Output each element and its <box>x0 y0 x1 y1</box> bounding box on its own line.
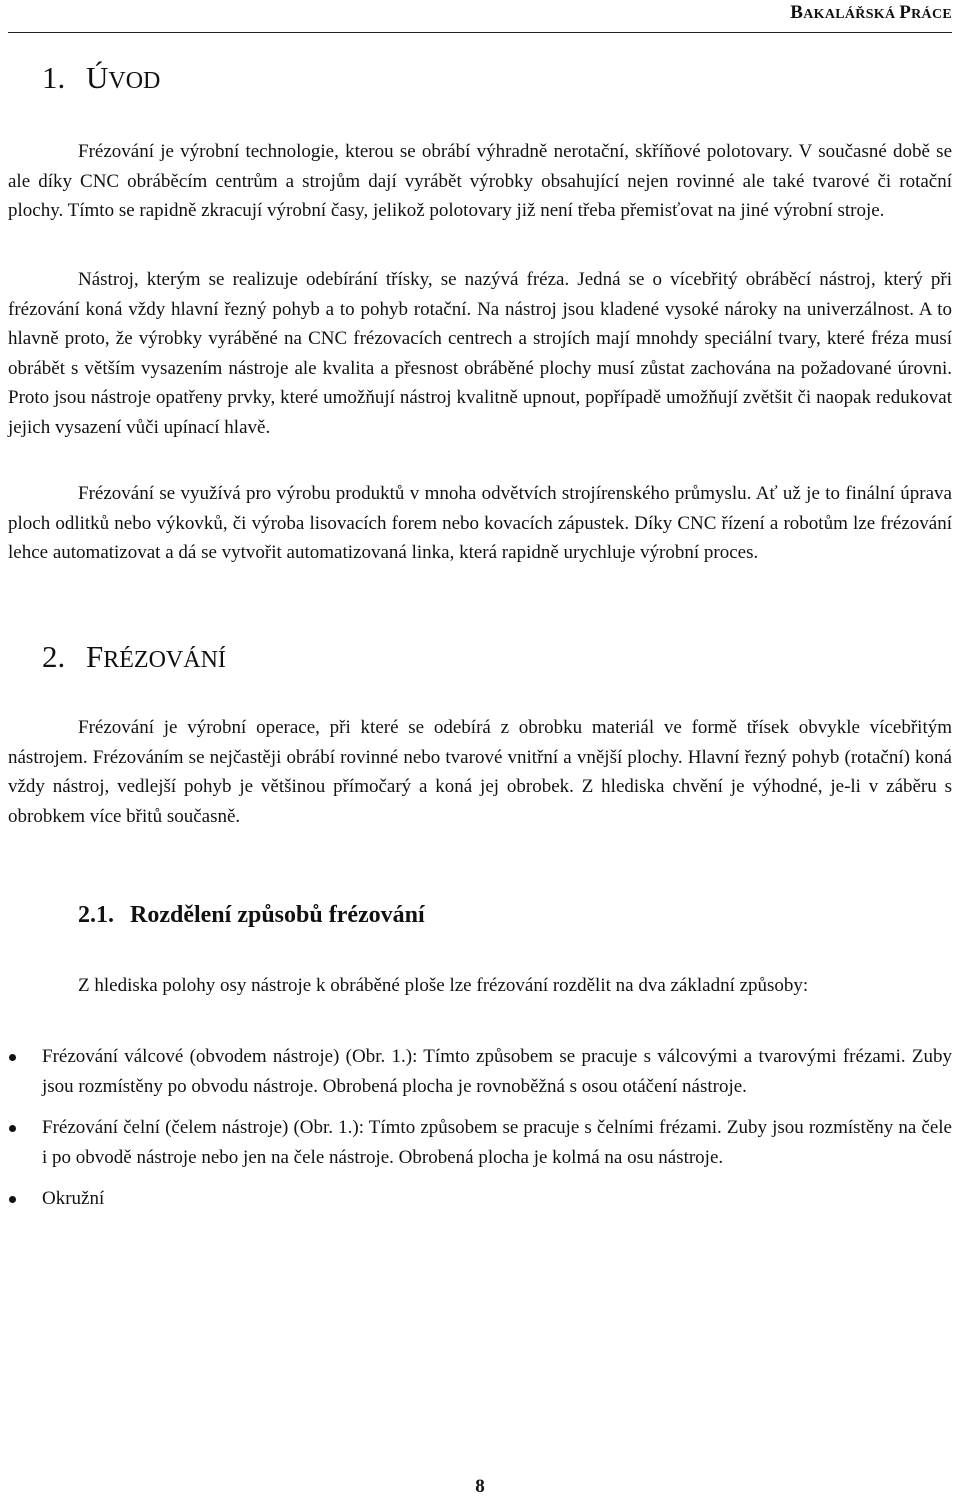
list-item: Frézování čelní (čelem nástroje) (Obr. 1.): Tímto způsobem se pracuje s čelními frézami. Zuby jsou rozmístěny na čele i po obvodě nástroje nebo jen na čele nástroje. Obrobená plocha je kolmá na osu nástroje. <box>8 1113 952 1172</box>
bullet-icon <box>9 1054 16 1061</box>
section-1-paragraph-1: Frézování je výrobní technologie, kterou se obrábí výhradně nerotační, skříňové polotovary. V současné době se ale díky CNC obráběcím centrům a strojům dají vyrábět výrobky obsahující nejen rovinné ale také tvarové či rotační plochy. Tímto se rapidně zkracují výrobní časy, jelikož polotovary již není třeba přemisťovat na jiné výrobní stroje. <box>8 141 952 221</box>
bullet-icon <box>9 1125 16 1132</box>
section-2-1-heading: 2.1. Rozdělení způsobů frézování <box>78 902 425 928</box>
section-1-paragraph-2: Nástroj, kterým se realizuje odebírání třísky, se nazývá fréza. Jedná se o vícebřitý obráběcí nástroj, který při frézování koná vždy hlavní řezný pohyb a to pohyb rotační. Na nástroj jsou kladené vysoké nároky na univerzálnost. A to hlavně proto, že výrobky vyráběné na CNC frézovacích centrech a strojích mají mnohdy speciální tvary, které fréza musí obrábět s větším vysazením nástroje ale kvalita a přesnost obráběné plochy musí zůstat zachována na požadované úrovni. Proto jsou nástroje opatřeny prvky, které umožňují nástroj kvalitně upnout, popřípadě umožňují zvětšit či naopak redukovat jejich vysazení vůči upínací hlavě. <box>8 269 952 438</box>
section-2-paragraph-1: Frézování je výrobní operace, při které se odebírá z obrobku materiál ve formě třísek obvykle vícebřitým nástrojem. Frézováním se nejčastěji obrábí rovinné nebo tvarové vnitřní a vnější plochy. Hlavní řezný pohyb (rotační) koná vždy nástroj, vedlejší pohyb je většinou přímočarý a koná jej obrobek. Z hlediska chvění je výhodné, je-li v záběru s obrobkem více břitů současně. <box>8 717 952 827</box>
list-item: Frézování válcové (obvodem nástroje) (Obr. 1.): Tímto způsobem se pracuje s válcovými a tvarovými frézami. Zuby jsou rozmístěny po obvodu nástroje. Obrobená plocha je rovnoběžná s osou otáčení nástroje. <box>8 1042 952 1101</box>
header-divider <box>8 32 952 33</box>
section-1-heading: 1. ÚVOD <box>42 60 161 95</box>
section-2-heading: 2. FRÉZOVÁNÍ <box>42 639 226 674</box>
section-1-paragraph-3: Frézování se využívá pro výrobu produktů v mnoha odvětvích strojírenského průmyslu. Ať už je to finální úprava ploch odlitků nebo výkovků, či výroba lisovacích forem nebo kovacích zápustek. Díky CNC řízení a robotům lze frézování lehce automatizovat a dá se vytvořit automatizovaná linka, která rapidně urychluje výrobní proces. <box>8 483 952 563</box>
section-2-1-intro: Z hlediska polohy osy nástroje k obráběné ploše lze frézování rozdělit na dva základní způsoby: <box>78 975 809 996</box>
page-number: 8 <box>475 1476 485 1497</box>
list-item: Okružní <box>8 1184 952 1214</box>
running-header: BAKALÁŘSKÁ PRÁCE <box>790 2 952 23</box>
milling-types-list <box>8 1042 952 1226</box>
bullet-icon <box>9 1196 16 1203</box>
